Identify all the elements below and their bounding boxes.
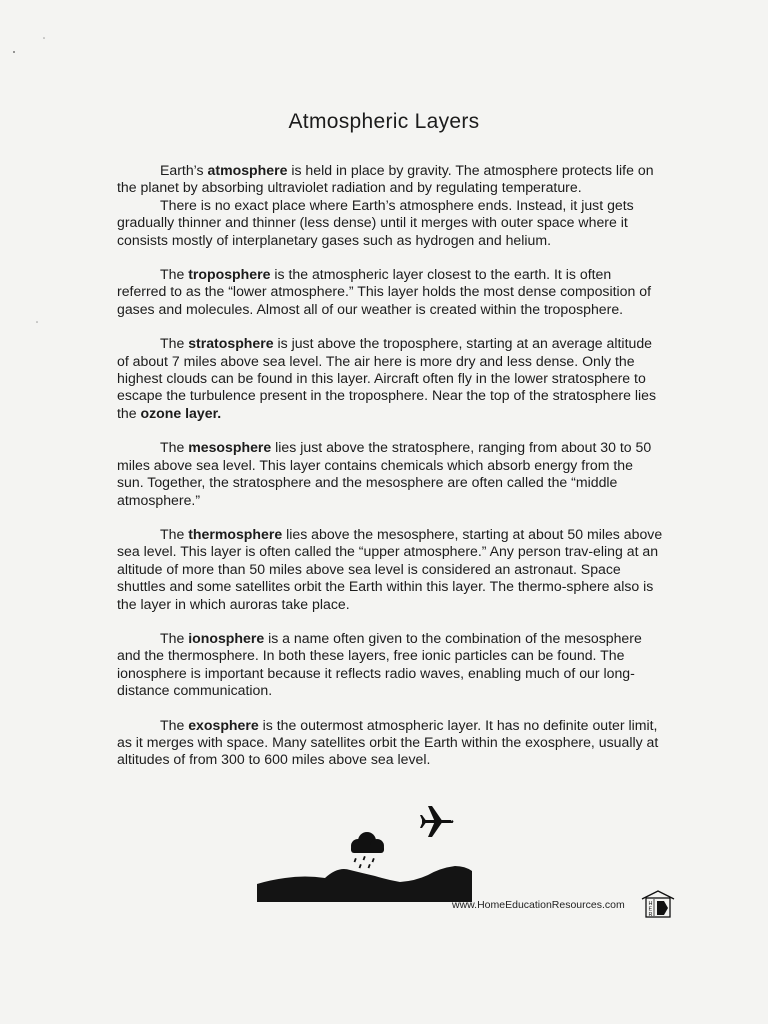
term-mesosphere: mesosphere <box>188 439 272 456</box>
term-troposphere: troposphere <box>188 266 271 283</box>
paragraph-text: Earth’s <box>160 162 208 178</box>
paragraph-text: The <box>160 335 189 352</box>
svg-text:R: R <box>648 912 653 918</box>
term-ionosphere: ionosphere <box>188 629 265 646</box>
paragraph-text: lies just above the stratosphere, ranging from about 30 to 50 miles above sea level. This layer contains chemicals which absorb energy from the sun. Together, the stratosphere and the mesosphere are often called the “middle atmosphere.” <box>117 439 652 508</box>
term-exosphere: exosphere <box>188 716 259 733</box>
paragraph-text: The <box>160 629 189 646</box>
term-stratosphere: stratosphere <box>188 335 274 352</box>
paragraph-mesosphere <box>117 439 663 509</box>
paragraph-text: is a name often given to the combination of the mesosphere and the thermosphere. In both these layers, free ionic particles can be found. The ionosphere is important because it reflects radio waves, enabling much of our long-distance communication. <box>117 629 642 699</box>
paragraph-troposphere <box>117 266 663 318</box>
hills-silhouette <box>257 866 472 902</box>
term-stratosphere: ozone layer. <box>140 404 222 421</box>
paragraph-stratosphere <box>117 335 663 422</box>
rain-cloud-icon <box>351 832 384 868</box>
svg-text:H: H <box>648 901 653 907</box>
paragraph-text: The <box>160 525 189 542</box>
paragraph-thermosphere <box>117 526 663 613</box>
paragraph-text: is just above the troposphere, starting at an average altitude of about 7 miles above sea level. The air here is more dry and less dense. Only the highest clouds can be found in this layer. Aircraft often fly in the lower stratosphere to escape the turbulence present in the troposphere. Near the top of the stratosphere lies the <box>117 335 657 421</box>
page-title: Atmospheric Layers <box>288 110 480 133</box>
paragraph-text: There is no exact place where Earth’s atmosphere ends. Instead, it just gets gradually thinner and thinner (less dense) until it merges with outer space where it consists mostly of interplanetary gases such as hydrogen and helium. <box>117 196 634 248</box>
paragraph-text: The <box>160 439 189 456</box>
paragraph-text: The <box>160 716 189 733</box>
paragraph-text: lies above the mesosphere, starting at about 50 miles above sea level. This layer is often called the “upper atmosphere.” Any person trav-eling at an altitude of more than 50 miles above sea level is considered an astronaut. Space shuttles and some satellites orbit the Earth within this layer. The thermo-sphere also is the layer in which auroras take place. <box>117 525 663 612</box>
paragraph-text: is held in place by gravity. The atmosphere protects life on the planet by absorbing ultraviolet radiation and by regulating temperature. <box>117 162 654 196</box>
airplane-icon <box>420 806 454 837</box>
paragraph-atmosphere-end <box>117 197 663 249</box>
paragraph-ionosphere <box>117 630 663 700</box>
article-body <box>117 162 663 769</box>
sky-illustration <box>250 796 500 906</box>
paragraph-atmosphere <box>117 162 663 197</box>
paragraph-text: The <box>160 266 189 283</box>
term-thermosphere: thermosphere <box>188 525 283 542</box>
paragraph-exosphere <box>117 717 663 769</box>
footer-url[interactable]: www.HomeEducationResources.com <box>452 899 625 911</box>
paragraph-text: is the atmospheric layer closest to the earth. It is often referred to as the “lower atmosphere.” This layer holds the most dense composition of gases and molecules. Almost all of our weather is created within the troposphere. <box>117 266 651 317</box>
house-logo-icon <box>640 888 676 922</box>
paragraph-text: is the outermost atmospheric layer. It has no definite outer limit, as it merges with space. Many satellites orbit the Earth within the exosphere, usually at altitudes of from 300 to 600 miles above sea level. <box>117 716 659 768</box>
term-atmosphere: atmosphere <box>207 162 288 178</box>
svg-text:E: E <box>648 906 653 913</box>
